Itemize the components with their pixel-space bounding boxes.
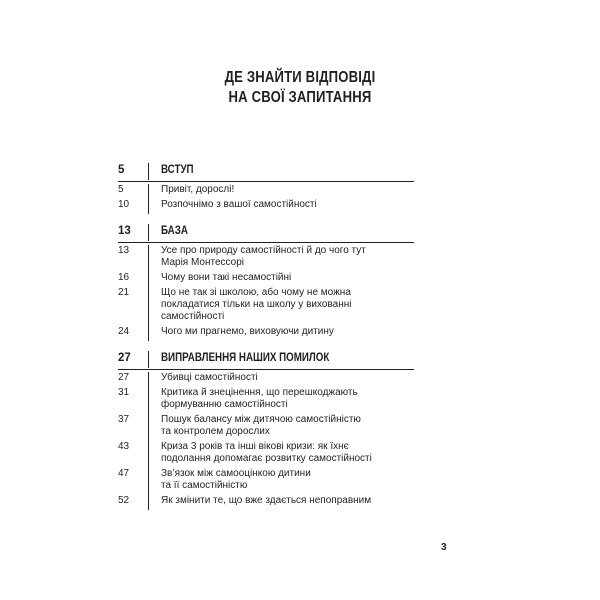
page-title-line-2: НА СВОЇ ЗАПИТАННЯ (228, 89, 372, 106)
toc-page-number: 47 (118, 468, 130, 479)
toc-entry-line: Марія Монтессорі (161, 257, 244, 268)
toc-page-number: 21 (118, 287, 130, 298)
toc-entry[interactable] (118, 287, 418, 326)
toc-page-number: 43 (118, 441, 130, 452)
section-gap (118, 214, 418, 224)
toc-entry-title (148, 441, 418, 468)
toc-entry-line: самостійності (161, 311, 225, 322)
toc-entry-title (148, 199, 418, 214)
toc-entry[interactable] (118, 199, 418, 214)
toc-section-title-text: ВИПРАВЛЕННЯ НАШИХ ПОМИЛОК (161, 352, 330, 364)
toc-page-number: 37 (118, 414, 130, 425)
toc-entry-title (148, 326, 418, 341)
toc-entry-line: Що не так зі школою, або чому не можна (161, 287, 351, 298)
toc-entry-line: покладатися тільки на школу у вихованні (161, 299, 352, 310)
toc-section-title-text: ВСТУП (161, 164, 194, 176)
toc-entry[interactable] (118, 468, 418, 495)
page-title (54, 68, 546, 108)
toc-entry-line: Чому вони такі несамостійні (161, 272, 292, 283)
toc-section-heading[interactable] (118, 351, 418, 368)
toc-entry-line: Чого ми прагнемо, виховуючи дитину (161, 326, 334, 337)
toc-entry-line: Криза 3 років та інші вікові кризи: як їхнє (161, 441, 349, 452)
toc-entry-line: Як змінити те, що вже здається непоправним (161, 495, 372, 506)
toc-entry-title (148, 245, 418, 272)
toc-page-number: 5 (118, 164, 125, 176)
section-divider (118, 369, 414, 370)
toc-entry-line: Убивці самостійності (161, 372, 258, 383)
toc-page-number: 5 (118, 184, 124, 195)
toc-entry-title (148, 495, 418, 510)
toc-section-title (148, 163, 418, 180)
toc-entry[interactable] (118, 245, 418, 272)
toc-section-heading[interactable] (118, 224, 418, 241)
toc-entry[interactable] (118, 441, 418, 468)
toc-entry-line: формуванню самостійності (161, 399, 288, 410)
toc-page-number: 10 (118, 199, 130, 210)
toc-entry-line: Критика й знецінення, що перешкоджають (161, 387, 358, 398)
toc-entry[interactable] (118, 372, 418, 387)
toc-entry-title (148, 468, 418, 495)
toc-page-number: 13 (118, 225, 131, 237)
toc-entry[interactable] (118, 326, 418, 341)
toc-entry[interactable] (118, 184, 418, 199)
toc-entry-line: подолання допомагає розвитку самостійності (161, 453, 372, 464)
toc-entry-line: та контролем дорослих (161, 426, 270, 437)
toc-entry-title (148, 184, 418, 199)
toc-entry-line: Привіт, дорослі! (161, 184, 235, 195)
toc-page-number: 24 (118, 326, 130, 337)
toc-page-number: 52 (118, 495, 130, 506)
toc-entry[interactable] (118, 414, 418, 441)
toc-section-title (148, 224, 418, 241)
toc-entry-line: та її самостійністю (161, 480, 248, 491)
section-divider (118, 242, 414, 243)
toc-entry-title (148, 287, 418, 326)
toc-page-number: 27 (118, 352, 131, 364)
toc-section-heading[interactable] (118, 163, 418, 180)
toc-entry[interactable] (118, 272, 418, 287)
toc-entry-title (148, 387, 418, 414)
toc-entry-line: Зв’язок між самооцінкою дитини (161, 468, 311, 479)
section-gap (118, 341, 418, 351)
page-number: 3 (441, 542, 447, 553)
toc-entry-line: Пошук балансу між дитячою самостійністю (161, 414, 361, 425)
table-of-contents (118, 163, 418, 510)
toc-page-number: 16 (118, 272, 130, 283)
page-title-line-1: ДЕ ЗНАЙТИ ВІДПОВІДІ (224, 69, 376, 86)
toc-entry[interactable] (118, 387, 418, 414)
section-divider (118, 181, 414, 182)
toc-entry[interactable] (118, 495, 418, 510)
toc-entry-title (148, 372, 418, 387)
toc-entry-title (148, 414, 418, 441)
toc-entry-title (148, 272, 418, 287)
toc-entry-line: Усе про природу самостійності й до чого тут (161, 245, 366, 256)
toc-entry-line: Розпочнімо з вашої самостійності (161, 199, 317, 210)
toc-section-title (148, 351, 418, 368)
toc-page-number: 27 (118, 372, 130, 383)
toc-page-number: 31 (118, 387, 130, 398)
toc-section-title-text: БАЗА (161, 225, 188, 237)
toc-page-number: 13 (118, 245, 130, 256)
